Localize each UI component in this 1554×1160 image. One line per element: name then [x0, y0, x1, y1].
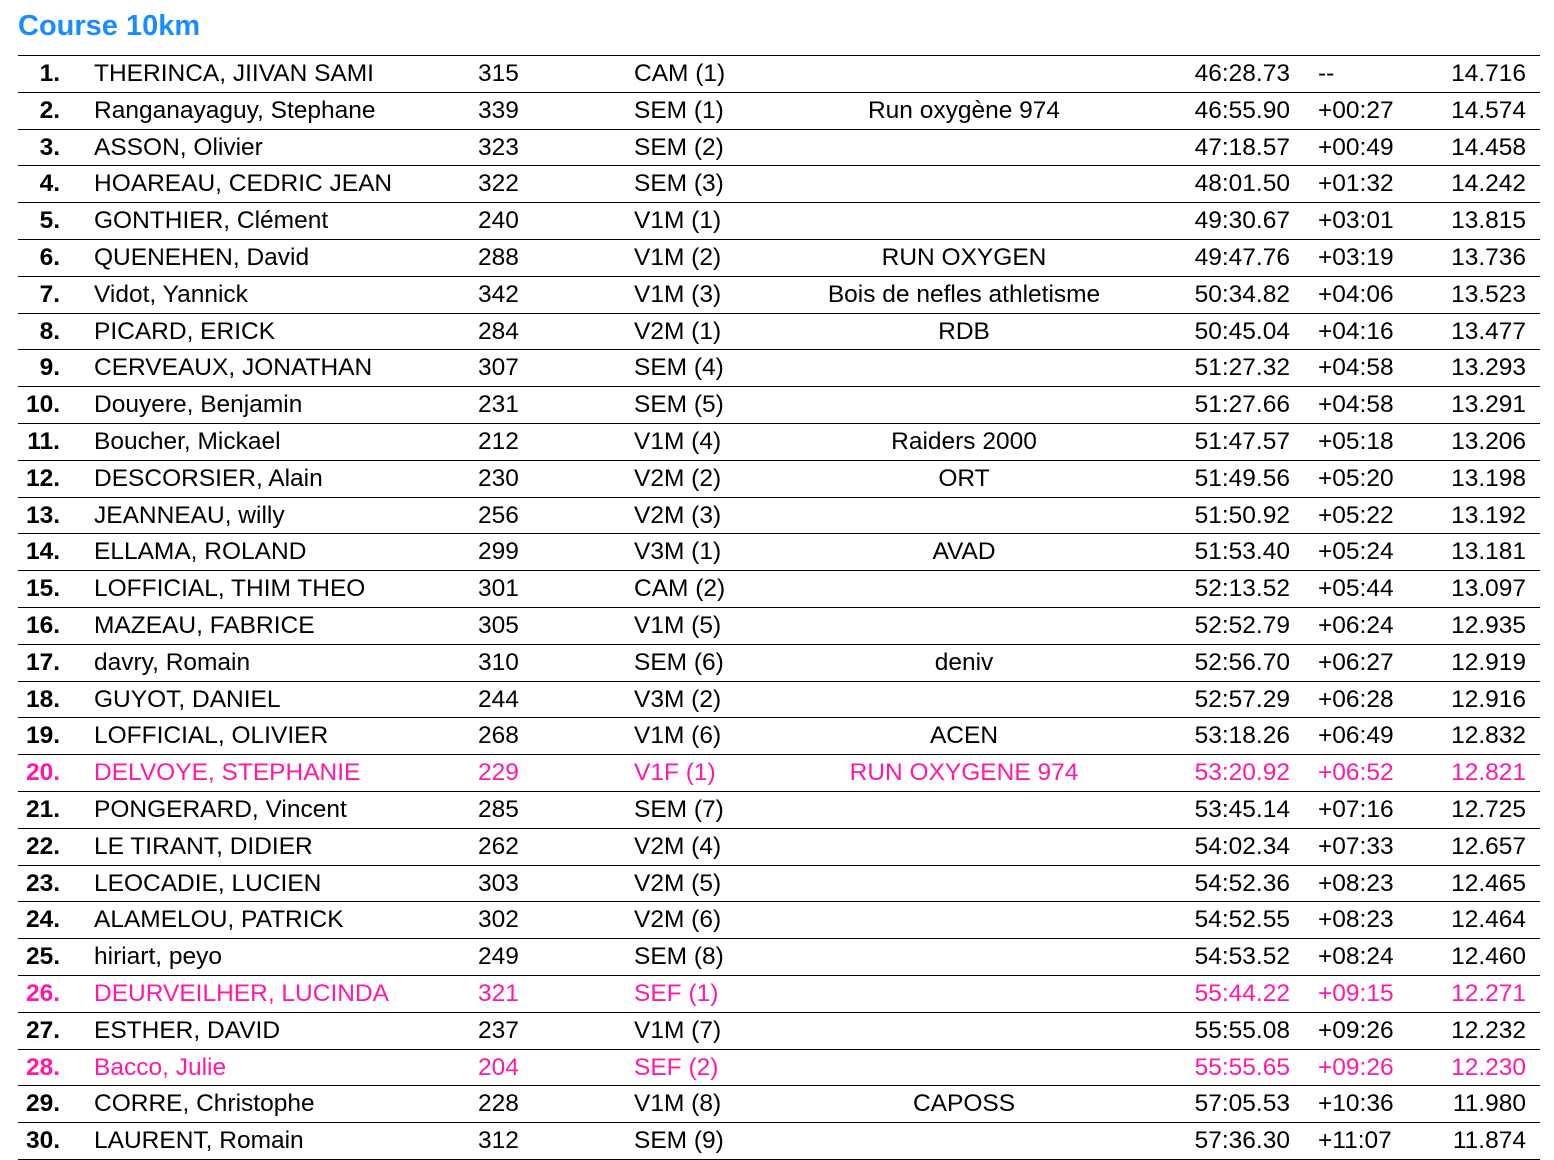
table-row: [18, 1050, 1540, 1087]
category-rank: SEM (8): [634, 943, 724, 971]
runner-name: davry, Romain: [94, 648, 251, 676]
rank-cell: 3.: [39, 133, 60, 161]
category-rank: V1M (5): [634, 611, 722, 639]
rank-cell: 1.: [39, 60, 60, 87]
table-row: [18, 1123, 1540, 1160]
category-rank: V3M (1): [634, 538, 722, 566]
category-rank: SEM (1): [634, 96, 724, 124]
runner-name: THERINCA, JIIVAN SAMI: [94, 60, 374, 87]
bib-number: 310: [478, 648, 519, 676]
table-row: [18, 350, 1540, 387]
finish-time: 53:45.14: [1194, 795, 1290, 823]
runner-name: Boucher, Mickael: [94, 427, 281, 455]
average-speed: 14.574: [1451, 96, 1526, 124]
category-rank: CAM (2): [634, 575, 726, 603]
average-speed: 12.271: [1451, 979, 1526, 1007]
finish-time: 52:56.70: [1194, 648, 1290, 676]
rank-cell: 2.: [39, 96, 60, 124]
average-speed: 13.736: [1451, 243, 1526, 271]
category-rank: V1M (7): [634, 1016, 722, 1044]
time-gap: +09:26: [1318, 1053, 1394, 1081]
average-speed: 13.815: [1451, 207, 1526, 235]
finish-time: 51:27.32: [1194, 354, 1290, 382]
time-gap: +03:01: [1318, 207, 1394, 235]
runner-name: ALAMELOU, PATRICK: [94, 906, 344, 934]
rank-cell: 18.: [25, 685, 60, 713]
average-speed: 12.465: [1451, 869, 1526, 897]
average-speed: 12.460: [1451, 943, 1526, 971]
average-speed: 12.230: [1451, 1053, 1526, 1081]
runner-name: ELLAMA, ROLAND: [94, 538, 307, 566]
category-rank: CAM (1): [634, 60, 726, 87]
time-gap: +04:58: [1318, 354, 1394, 382]
table-row: [18, 645, 1540, 682]
time-gap: +09:15: [1318, 979, 1394, 1007]
rank-cell: 9.: [39, 354, 60, 382]
table-row: [18, 902, 1540, 939]
runner-name: GONTHIER, Clément: [94, 207, 329, 235]
club-name: ORT: [938, 464, 990, 492]
time-gap: +04:58: [1318, 391, 1394, 419]
table-row: [18, 166, 1540, 203]
average-speed: 14.242: [1451, 170, 1526, 198]
time-gap: +09:26: [1318, 1016, 1394, 1044]
runner-name: LOFFICIAL, THIM THEO: [94, 575, 366, 603]
time-gap: +10:36: [1318, 1090, 1394, 1118]
average-speed: 13.181: [1451, 538, 1526, 566]
time-gap: +08:23: [1318, 869, 1394, 897]
rank-cell: 19.: [25, 722, 60, 750]
bib-number: 299: [478, 538, 519, 566]
table-row: [18, 571, 1540, 608]
page-title: Course 10km: [18, 10, 201, 42]
finish-time: 51:49.56: [1194, 464, 1290, 492]
runner-name: DELVOYE, STEPHANIE: [94, 759, 361, 787]
category-rank: V2M (4): [634, 832, 722, 860]
club-name: CAPOSS: [912, 1090, 1016, 1118]
runner-name: LOFFICIAL, OLIVIER: [94, 722, 329, 750]
category-rank: V3M (2): [634, 685, 722, 713]
rank-cell: 22.: [25, 832, 60, 860]
finish-time: 54:52.36: [1194, 869, 1290, 897]
bib-number: 230: [478, 464, 519, 492]
average-speed: 13.192: [1451, 501, 1526, 529]
category-rank: V1M (1): [634, 207, 722, 235]
rank-cell: 7.: [39, 280, 60, 308]
time-gap: +03:19: [1318, 243, 1394, 271]
finish-time: 53:20.92: [1194, 759, 1290, 787]
average-speed: 13.291: [1451, 391, 1526, 419]
runner-name: DESCORSIER, Alain: [94, 464, 323, 492]
time-gap: +07:33: [1318, 832, 1394, 860]
table-row: [18, 792, 1540, 829]
bib-number: 339: [478, 96, 519, 124]
runner-name: Douyere, Benjamin: [94, 391, 303, 419]
runner-name: PICARD, ERICK: [94, 317, 276, 345]
bib-number: 237: [478, 1016, 519, 1044]
bib-number: 303: [478, 869, 519, 897]
rank-cell: 28.: [25, 1053, 60, 1081]
finish-time: 54:52.55: [1194, 906, 1290, 934]
average-speed: 12.919: [1451, 648, 1526, 676]
table-row: [18, 829, 1540, 866]
rank-cell: 21.: [25, 795, 60, 823]
runner-name: GUYOT, DANIEL: [94, 685, 281, 713]
rank-cell: 17.: [25, 648, 60, 676]
category-rank: SEM (6): [634, 648, 724, 676]
finish-time: 50:45.04: [1194, 317, 1290, 345]
finish-time: 57:36.30: [1194, 1127, 1290, 1155]
finish-time: 47:18.57: [1194, 133, 1290, 161]
category-rank: V2M (5): [634, 869, 722, 897]
rank-cell: 25.: [25, 943, 60, 971]
finish-time: 55:44.22: [1194, 979, 1290, 1007]
runner-name: DEURVEILHER, LUCINDA: [94, 979, 389, 1007]
average-speed: 13.293: [1451, 354, 1526, 382]
time-gap: +04:16: [1318, 317, 1394, 345]
time-gap: +05:22: [1318, 501, 1394, 529]
time-gap: +05:44: [1318, 575, 1394, 603]
average-speed: 13.198: [1451, 464, 1526, 492]
time-gap: +01:32: [1318, 170, 1394, 198]
time-gap: --: [1318, 60, 1335, 87]
bib-number: 322: [478, 170, 519, 198]
runner-name: JEANNEAU, willy: [94, 501, 285, 529]
bib-number: 204: [478, 1053, 519, 1081]
bib-number: 212: [478, 427, 519, 455]
club-name: Bois de nefles athletisme: [827, 280, 1101, 308]
rank-cell: 23.: [25, 869, 60, 897]
average-speed: 14.458: [1451, 133, 1526, 161]
category-rank: SEF (2): [634, 1053, 719, 1081]
finish-time: 52:13.52: [1194, 575, 1290, 603]
average-speed: 12.935: [1451, 611, 1526, 639]
club-name: RDB: [938, 317, 990, 345]
time-gap: +06:27: [1318, 648, 1394, 676]
table-row: [18, 534, 1540, 571]
category-rank: V1M (8): [634, 1090, 722, 1118]
runner-name: ESTHER, DAVID: [94, 1016, 281, 1044]
rank-cell: 11.: [27, 427, 60, 455]
finish-time: 54:53.52: [1194, 943, 1290, 971]
category-rank: SEM (7): [634, 795, 724, 823]
category-rank: SEM (9): [634, 1127, 724, 1155]
average-speed: 12.916: [1451, 685, 1526, 713]
rank-cell: 6.: [39, 243, 60, 271]
bib-number: 268: [478, 722, 519, 750]
finish-time: 52:57.29: [1194, 685, 1290, 713]
finish-time: 52:52.79: [1194, 611, 1290, 639]
table-row: [18, 718, 1540, 755]
table-row: [18, 130, 1540, 167]
rank-cell: 27.: [25, 1016, 60, 1044]
table-row: [18, 424, 1540, 461]
rank-cell: 29.: [25, 1090, 60, 1118]
time-gap: +07:16: [1318, 795, 1394, 823]
bib-number: 244: [478, 685, 519, 713]
average-speed: 12.832: [1451, 722, 1526, 750]
category-rank: V1F (1): [634, 759, 716, 787]
runner-name: ASSON, Olivier: [94, 133, 263, 161]
bib-number: 240: [478, 207, 519, 235]
category-rank: SEM (2): [634, 133, 724, 161]
table-row: [18, 387, 1540, 424]
rank-cell: 4.: [39, 170, 60, 198]
finish-time: 50:34.82: [1194, 280, 1290, 308]
bib-number: 323: [478, 133, 519, 161]
runner-name: QUENEHEN, David: [94, 243, 310, 271]
club-name: deniv: [934, 648, 994, 676]
time-gap: +06:28: [1318, 685, 1394, 713]
runner-name: LAURENT, Romain: [94, 1127, 304, 1155]
bib-number: 342: [478, 280, 519, 308]
finish-time: 46:55.90: [1194, 96, 1290, 124]
table-row: [18, 682, 1540, 719]
category-rank: SEM (3): [634, 170, 724, 198]
table-row: [18, 1086, 1540, 1123]
rank-cell: 12.: [25, 464, 60, 492]
bib-number: 285: [478, 795, 519, 823]
rank-cell: 8.: [39, 317, 60, 345]
runner-name: CORRE, Christophe: [94, 1090, 315, 1118]
table-row: [18, 866, 1540, 903]
category-rank: V2M (3): [634, 501, 722, 529]
club-name: RUN OXYGENE 974: [849, 759, 1079, 787]
club-name: Run oxygène 974: [867, 96, 1061, 124]
category-rank: V1M (4): [634, 427, 722, 455]
finish-time: 51:47.57: [1194, 427, 1290, 455]
average-speed: 14.716: [1451, 60, 1526, 87]
finish-time: 55:55.65: [1194, 1053, 1290, 1081]
runner-name: CERVEAUX, JONATHAN: [94, 354, 373, 382]
bib-number: 305: [478, 611, 519, 639]
club-name: RUN OXYGEN: [881, 243, 1047, 271]
time-gap: +00:27: [1318, 96, 1394, 124]
rank-cell: 16.: [25, 611, 60, 639]
average-speed: 13.523: [1451, 280, 1526, 308]
rank-cell: 15.: [25, 575, 60, 603]
runner-name: MAZEAU, FABRICE: [94, 611, 315, 639]
table-row: [18, 93, 1540, 130]
table-row: [18, 498, 1540, 535]
finish-time: 57:05.53: [1194, 1090, 1290, 1118]
runner-name: HOAREAU, CEDRIC JEAN: [94, 170, 393, 198]
category-rank: V2M (2): [634, 464, 722, 492]
category-rank: V1M (2): [634, 243, 722, 271]
time-gap: +06:52: [1318, 759, 1394, 787]
runner-name: Ranganayaguy, Stephane: [94, 96, 376, 124]
bib-number: 228: [478, 1090, 519, 1118]
table-row: [18, 277, 1540, 314]
rank-cell: 14.: [25, 538, 60, 566]
finish-time: 53:18.26: [1194, 722, 1290, 750]
average-speed: 12.821: [1451, 759, 1526, 787]
bib-number: 284: [478, 317, 519, 345]
bib-number: 301: [478, 575, 519, 603]
time-gap: +00:49: [1318, 133, 1394, 161]
average-speed: 11.980: [1452, 1090, 1526, 1118]
average-speed: 11.874: [1452, 1127, 1526, 1155]
table-row: [18, 755, 1540, 792]
category-rank: SEM (4): [634, 354, 724, 382]
club-name: Raiders 2000: [891, 427, 1037, 455]
club-name: AVAD: [932, 538, 996, 566]
average-speed: 13.477: [1451, 317, 1526, 345]
bib-number: 249: [478, 943, 519, 971]
finish-time: 49:47.76: [1194, 243, 1290, 271]
bib-number: 288: [478, 243, 519, 271]
table-row: [18, 203, 1540, 240]
rank-cell: 26.: [25, 979, 60, 1007]
bib-number: 312: [478, 1127, 519, 1155]
rank-cell: 20.: [25, 759, 60, 787]
runner-name: Vidot, Yannick: [94, 280, 248, 308]
finish-time: 54:02.34: [1194, 832, 1290, 860]
table-row: [18, 240, 1540, 277]
table-row: [18, 314, 1540, 351]
bib-number: 256: [478, 501, 519, 529]
time-gap: +06:24: [1318, 611, 1394, 639]
average-speed: 12.725: [1451, 795, 1526, 823]
time-gap: +11:07: [1318, 1127, 1392, 1155]
bib-number: 307: [478, 354, 519, 382]
time-gap: +06:49: [1318, 722, 1394, 750]
runner-name: hiriart, peyo: [94, 943, 223, 971]
finish-time: 55:55.08: [1194, 1016, 1290, 1044]
average-speed: 13.206: [1451, 427, 1526, 455]
table-row: [18, 461, 1540, 498]
bib-number: 302: [478, 906, 519, 934]
table-row: [18, 939, 1540, 976]
time-gap: +04:06: [1318, 280, 1394, 308]
finish-time: 46:28.73: [1194, 60, 1290, 87]
rank-cell: 30.: [25, 1127, 60, 1155]
runner-name: Bacco, Julie: [94, 1053, 227, 1081]
time-gap: +08:24: [1318, 943, 1394, 971]
runner-name: LEOCADIE, LUCIEN: [94, 869, 322, 897]
bib-number: 231: [478, 391, 519, 419]
finish-time: 51:53.40: [1194, 538, 1290, 566]
rank-cell: 24.: [25, 906, 60, 934]
bib-number: 229: [478, 759, 519, 787]
rank-cell: 13.: [25, 501, 60, 529]
average-speed: 13.097: [1451, 575, 1526, 603]
table-row: [18, 608, 1540, 645]
time-gap: +05:20: [1318, 464, 1394, 492]
category-rank: SEF (1): [634, 979, 719, 1007]
category-rank: V1M (3): [634, 280, 722, 308]
average-speed: 12.232: [1451, 1016, 1526, 1044]
time-gap: +05:18: [1318, 427, 1394, 455]
average-speed: 12.657: [1451, 832, 1526, 860]
bib-number: 315: [478, 60, 519, 87]
bib-number: 321: [478, 979, 519, 1007]
finish-time: 49:30.67: [1194, 207, 1290, 235]
time-gap: +05:24: [1318, 538, 1394, 566]
finish-time: 51:50.92: [1194, 501, 1290, 529]
category-rank: V1M (6): [634, 722, 722, 750]
runner-name: LE TIRANT, DIDIER: [94, 832, 313, 860]
category-rank: V2M (1): [634, 317, 722, 345]
table-row: [18, 56, 1540, 93]
runner-name: PONGERARD, Vincent: [94, 795, 347, 823]
table-row: [18, 976, 1540, 1013]
rank-cell: 5.: [39, 207, 60, 235]
results-table: [18, 55, 1540, 1160]
category-rank: SEM (5): [634, 391, 724, 419]
bib-number: 262: [478, 832, 519, 860]
finish-time: 51:27.66: [1194, 391, 1290, 419]
club-name: ACEN: [929, 722, 999, 750]
average-speed: 12.464: [1451, 906, 1526, 934]
table-row: [18, 1013, 1540, 1050]
rank-cell: 10.: [25, 391, 60, 419]
time-gap: +08:23: [1318, 906, 1394, 934]
category-rank: V2M (6): [634, 906, 722, 934]
finish-time: 48:01.50: [1194, 170, 1290, 198]
